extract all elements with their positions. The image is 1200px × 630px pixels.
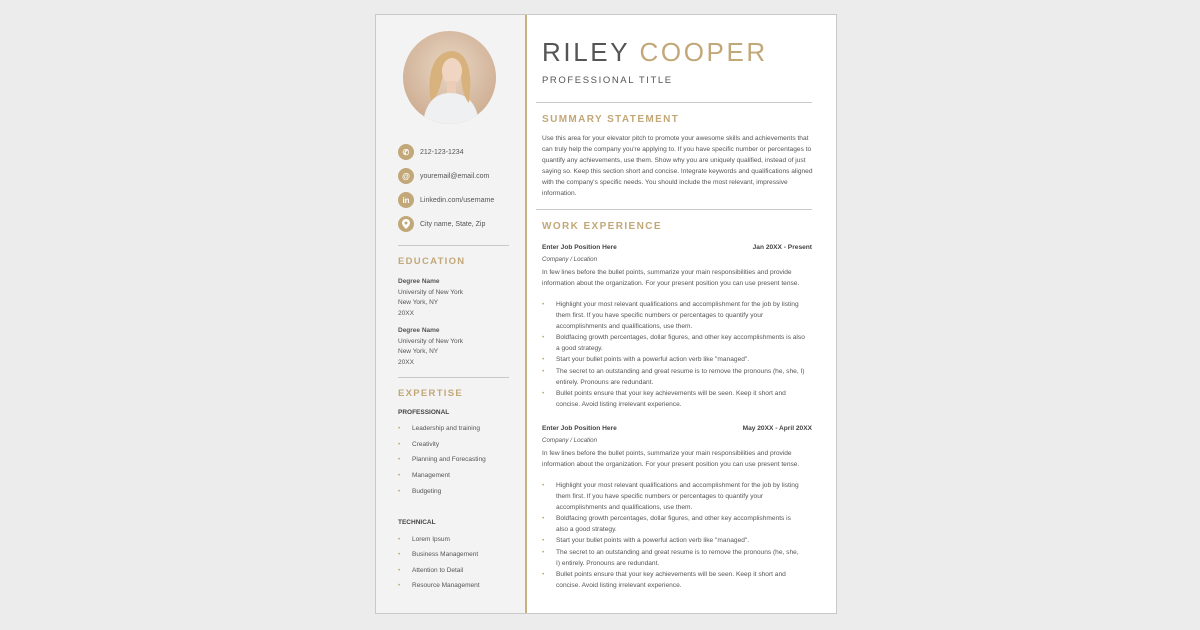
professional-skills-heading: PROFESSIONAL [398, 409, 450, 416]
contact-phone [398, 144, 518, 160]
first-name: RILEY [542, 37, 630, 67]
location-text: City name, State, Zip [420, 220, 486, 228]
job-bullets [542, 480, 800, 591]
skill-item: • Business Management [398, 551, 479, 558]
job-bullets [542, 299, 810, 410]
skill-item: • Management [398, 472, 450, 479]
skill-item: • Budgeting [398, 488, 442, 495]
list-item: • Bullet points ensure that your key achievements will be seen. Keep it short and concise. Avoid listing irrelevant experience. [542, 388, 810, 410]
school-location: New York, NY [398, 299, 439, 306]
email-text: youremail@email.com [420, 172, 490, 180]
job-company: Company / Location [542, 256, 598, 263]
school-location: New York, NY [398, 348, 439, 355]
profile-photo [403, 31, 496, 124]
list-item: • The secret to an outstanding and great resume is to remove the pronouns (he, she, I) entirely. Pronouns are redundant. [542, 366, 810, 388]
contact-email [398, 168, 518, 184]
job-summary: In few lines before the bullet points, summarize your main responsibilities and provide information about the organization. For your present position you can use present tense. [542, 450, 800, 468]
resume-page [375, 14, 837, 614]
job-title: Enter Job Position Here [542, 425, 617, 432]
school-name: University of New York [398, 337, 464, 345]
skill-item: • Planning and Forecasting [398, 456, 486, 463]
skill-item: • Attention to Detail [398, 567, 464, 574]
list-item: • Highlight your most relevant qualifications and accomplishment for the job by listing them first. If you have specific numbers or percentages to quantify your accomplishments and qualifications, use them. [542, 299, 810, 332]
school-name: University of New York [398, 288, 464, 296]
job-date: May 20XX - April 20XX [742, 425, 812, 432]
expertise-heading: EXPERTISE [398, 388, 464, 399]
professional-title: PROFESSIONAL TITLE [542, 75, 673, 86]
skill-item: • Leadership and training [398, 425, 480, 432]
last-name: COOPER [639, 37, 768, 67]
main-content [536, 15, 836, 613]
degree-name: Degree Name [398, 327, 440, 334]
list-item: • Boldfacing growth percentages, dollar figures, and other key accomplishments is also a good strategy. [542, 332, 810, 354]
at-icon: @ [398, 168, 414, 184]
graduation-year: 20XX [398, 309, 414, 317]
list-item: • The secret to an outstanding and great resume is to remove the pronouns (he, she, I) entirely. Pronouns are redundant. [542, 547, 800, 569]
summary-text: Use this area for your elevator pitch to promote your awesome skills and achievements that can truly help the company you're applying to. If you have specific number or percentages to quantify any achievements, use them. Show why you are uniquely qualified, instead of just saying so. Keep this section short and concise. Integrate keywords and qualifications aligned with the company's specific needs. You should include the most relevant, impressive information. [542, 135, 813, 197]
technical-skills-heading: TECHNICAL [398, 519, 436, 526]
job-title: Enter Job Position Here [542, 244, 617, 251]
job-summary: In few lines before the bullet points, summarize your main responsibilities and provide information about the organization. For your present position you can use present tense. [542, 269, 800, 287]
location-pin-icon [398, 216, 414, 232]
divider [398, 377, 509, 378]
job-company: Company / Location [542, 437, 598, 444]
skill-item: • Lorem Ipsum [398, 536, 450, 543]
graduation-year: 20XX [398, 358, 414, 366]
job-date: Jan 20XX - Present [752, 244, 812, 251]
skill-item: • Resource Management [398, 582, 480, 589]
education-item [398, 326, 463, 368]
phone-icon: ✆ [398, 144, 414, 160]
linkedin-icon: in [398, 192, 414, 208]
list-item: • Highlight your most relevant qualifications and accomplishment for the job by listing them first. If you have specific numbers or percentages to quantify your accomplishments and qualifications, use them. [542, 480, 800, 513]
summary-heading: SUMMARY STATEMENT [542, 114, 680, 125]
education-item [398, 277, 463, 319]
list-item: • Boldfacing growth percentages, dollar figures, and other key accomplishments is also a good strategy. [542, 513, 800, 535]
list-item: • Start your bullet points with a powerful action verb like "managed". [542, 354, 810, 365]
education-heading: EDUCATION [398, 256, 466, 267]
list-item: • Start your bullet points with a powerful action verb like "managed". [542, 535, 800, 546]
contact-linkedin [398, 192, 518, 208]
candidate-name [542, 37, 768, 68]
sidebar [376, 15, 527, 613]
divider [398, 245, 509, 246]
degree-name: Degree Name [398, 278, 440, 285]
linkedin-text: Linkedin.com/username [420, 196, 495, 204]
divider [536, 209, 812, 210]
phone-text: 212-123-1234 [420, 148, 464, 156]
work-experience-heading: WORK EXPERIENCE [542, 221, 662, 232]
skill-item: • Creativity [398, 441, 440, 448]
divider [536, 102, 812, 103]
contact-location [398, 216, 518, 232]
list-item: • Bullet points ensure that your key achievements will be seen. Keep it short and concise. Avoid listing irrelevant experience. [542, 569, 800, 591]
